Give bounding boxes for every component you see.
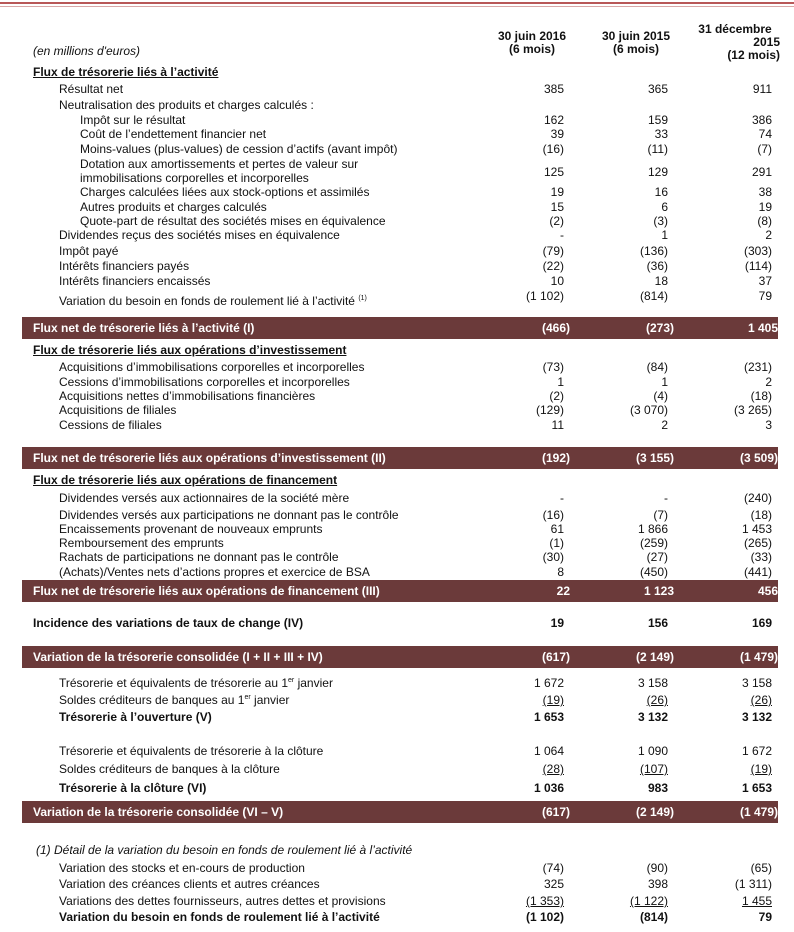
value-col3: 19	[758, 200, 772, 214]
row-label: Acquisitions de filiales	[59, 403, 177, 417]
table-row	[0, 565, 794, 580]
row-label-line1: Dotation aux amortissements et pertes de valeur sur	[80, 157, 359, 171]
column-header-2	[596, 30, 676, 56]
value-col1: (28)	[542, 762, 564, 776]
value-col2: 18	[654, 274, 668, 288]
column-header-3-line3: (12 mois)	[727, 48, 780, 62]
row-label: Neutralisation des produits et charges calculés :	[59, 98, 314, 112]
value-col2: 365	[647, 82, 668, 96]
value-col2: -	[664, 491, 668, 505]
value-col3: 1 455	[741, 894, 772, 908]
value-col3: (18)	[750, 508, 772, 522]
value-col2: 1	[661, 228, 668, 242]
table-row	[0, 744, 794, 759]
value-col1: 385	[543, 82, 564, 96]
value-col3: 456	[757, 584, 778, 598]
row-label: Impôt sur le résultat	[80, 113, 186, 127]
row-label	[59, 294, 367, 309]
row-label-text-suffix: janvier	[250, 693, 290, 707]
value-col2: (11)	[647, 142, 668, 156]
value-col3: 169	[751, 616, 772, 630]
value-col1: (16)	[542, 508, 564, 522]
section-title-investing	[0, 343, 794, 358]
value-col1: (1 102)	[525, 289, 564, 303]
row-label	[80, 157, 358, 185]
table-row	[0, 389, 794, 404]
value-col2: (84)	[646, 360, 668, 374]
value-col2: (3)	[653, 214, 668, 228]
value-col3: (19)	[750, 762, 772, 776]
table-row	[0, 418, 794, 433]
table-row	[0, 522, 794, 537]
value-col1: (2)	[549, 389, 564, 403]
row-label: Incidence des variations de taux de change (IV)	[33, 616, 304, 630]
row-label: Encaissements provenant de nouveaux emprunts	[59, 522, 323, 536]
value-col3: (1 479)	[739, 650, 778, 664]
value-col3: 2	[765, 375, 772, 389]
row-label: Dividendes reçus des sociétés mises en équivalence	[59, 228, 340, 242]
value-col3: 2	[765, 228, 772, 242]
value-col1: (1 102)	[525, 910, 564, 924]
fx-row	[0, 616, 794, 631]
value-col3: 79	[758, 289, 772, 303]
total-label: Flux net de trésorerie liés à l’activité (I)	[33, 321, 255, 335]
total-band-activity	[22, 317, 778, 339]
value-col3: 1 453	[741, 522, 772, 536]
value-col1: (617)	[541, 805, 570, 819]
table-row	[0, 894, 794, 909]
value-col3: 3	[765, 418, 772, 432]
row-label: Trésorerie à l’ouverture (V)	[59, 710, 212, 724]
value-col2: (36)	[646, 259, 668, 273]
column-header-3	[690, 23, 780, 62]
value-col2: 129	[647, 165, 668, 179]
value-col2: (107)	[639, 762, 668, 776]
row-label: Variation des créances clients et autres créances	[59, 877, 320, 891]
section-title-financing-label: Flux de trésorerie liés aux opérations de financement	[33, 473, 338, 487]
table-row	[0, 200, 794, 215]
table-row	[0, 375, 794, 390]
row-label: Rachats de participations ne donnant pas le contrôle	[59, 550, 339, 564]
row-label: Résultat net	[59, 82, 124, 96]
value-col1: (79)	[542, 244, 564, 258]
value-col3: 1 405	[747, 321, 778, 335]
row-label: Cessions de filiales	[59, 418, 162, 432]
value-col2: (3 070)	[629, 403, 668, 417]
value-col3: 3 158	[741, 676, 772, 690]
value-col2: 33	[654, 127, 668, 141]
table-row-total	[0, 910, 794, 925]
row-label: Quote-part de résultat des sociétés mises en équivalence	[80, 214, 386, 228]
value-col2: (2 149)	[635, 805, 674, 819]
value-col3: (3 509)	[739, 451, 778, 465]
value-col3: 386	[751, 113, 772, 127]
value-col3: (18)	[750, 389, 772, 403]
value-col2: (273)	[645, 321, 674, 335]
value-col2: 1 123	[643, 584, 674, 598]
total-label: Flux net de trésorerie liés aux opérations d’investissement (II)	[33, 451, 386, 465]
value-col1: 61	[550, 522, 564, 536]
value-col3: (240)	[743, 491, 772, 505]
superscript: er	[288, 677, 295, 684]
value-col1: 1 064	[533, 744, 564, 758]
table-row	[0, 762, 794, 777]
total-band-variation-2	[22, 801, 778, 823]
table-row	[0, 403, 794, 418]
top-rule	[0, 2, 794, 4]
value-col2: (3 155)	[635, 451, 674, 465]
value-col3: 37	[758, 274, 772, 288]
table-row	[0, 491, 794, 506]
value-col2: 983	[647, 781, 668, 795]
value-col1: (466)	[541, 321, 570, 335]
value-col1: 1 653	[533, 710, 564, 724]
row-label: Autres produits et charges calculés	[80, 200, 267, 214]
value-col3: (8)	[757, 214, 772, 228]
value-col2: 156	[647, 616, 668, 630]
table-row	[0, 289, 794, 319]
value-col3: (33)	[750, 550, 772, 564]
value-col2: 159	[647, 113, 668, 127]
value-col2: (450)	[639, 565, 668, 579]
table-row	[0, 676, 794, 691]
value-col1: 8	[557, 565, 564, 579]
value-col1: (2)	[549, 214, 564, 228]
value-col3: 79	[758, 910, 772, 924]
row-label-text: Soldes créditeurs de banques au 1	[59, 693, 245, 707]
table-row	[0, 536, 794, 551]
value-col1: (1)	[549, 536, 564, 550]
value-col2: 2	[661, 418, 668, 432]
table-row	[0, 98, 794, 113]
value-col1: 11	[551, 418, 564, 432]
row-label	[59, 693, 289, 708]
table-row	[0, 550, 794, 565]
value-col3: (3 265)	[733, 403, 772, 417]
table-row-total	[0, 710, 794, 725]
value-col2: 16	[654, 185, 668, 199]
table-row	[0, 360, 794, 375]
table-row	[0, 228, 794, 243]
table-row	[0, 113, 794, 128]
value-col1: -	[560, 491, 564, 505]
section-title-investing-label: Flux de trésorerie liés aux opérations d’investissement	[33, 343, 347, 357]
value-col2: 3 158	[637, 676, 668, 690]
superscript: er	[244, 694, 251, 701]
row-label-line2: immobilisations corporelles et incorporelles	[80, 171, 309, 185]
table-row	[0, 877, 794, 892]
column-header-1-line1: 30 juin 2016	[497, 29, 567, 43]
total-label: Flux net de trésorerie liés aux opérations de financement (III)	[33, 584, 380, 598]
row-label: Moins-values (plus-values) de cession d’actifs (avant impôt)	[80, 142, 398, 156]
value-col3: 3 132	[741, 710, 772, 724]
total-band-investing	[22, 447, 778, 469]
total-label: Variation de la trésorerie consolidée (I + II + III + IV)	[33, 650, 323, 664]
table-row	[0, 274, 794, 289]
column-header-1	[492, 30, 572, 56]
row-label: Intérêts financiers encaissés	[59, 274, 211, 288]
table-row	[0, 142, 794, 157]
value-col3: 38	[758, 185, 772, 199]
row-label: Remboursement des emprunts	[59, 536, 224, 550]
value-col2: 398	[647, 877, 668, 891]
value-col2: 1 866	[637, 522, 668, 536]
value-col2: (136)	[639, 244, 668, 258]
value-col1: (1 353)	[525, 894, 564, 908]
value-col3: (231)	[743, 360, 772, 374]
row-label	[59, 676, 333, 691]
value-col1: (192)	[541, 451, 570, 465]
value-col1: 10	[550, 274, 564, 288]
value-col3: (441)	[743, 565, 772, 579]
total-band-financing	[22, 580, 778, 602]
row-label: Variations des dettes fournisseurs, autres dettes et provisions	[59, 894, 386, 908]
top-rule-thin	[0, 6, 794, 7]
row-label: Dividendes versés aux actionnaires de la société mère	[59, 491, 350, 505]
value-col3: 291	[751, 165, 772, 179]
section-title-activity	[0, 65, 794, 80]
value-col1: (30)	[542, 550, 564, 564]
value-col1: (73)	[542, 360, 564, 374]
value-col2: 6	[661, 200, 668, 214]
row-label: Dividendes versés aux participations ne donnant pas le contrôle	[59, 508, 399, 522]
row-label: Charges calculées liées aux stock-options et assimilés	[80, 185, 370, 199]
total-label: Variation de la trésorerie consolidée (VI – V)	[33, 805, 284, 819]
value-col3: 1 653	[741, 781, 772, 795]
row-label: (Achats)/Ventes nets d’actions propres et exercice de BSA	[59, 565, 370, 579]
table-row	[0, 157, 794, 187]
value-col2: (259)	[639, 536, 668, 550]
value-col1: 162	[543, 113, 564, 127]
value-col3: (303)	[743, 244, 772, 258]
value-col1: 1 672	[533, 676, 564, 690]
value-col2: 1	[661, 375, 668, 389]
column-header-1-line2: (6 mois)	[508, 42, 555, 56]
row-label: Acquisitions d’immobilisations corporelles et incorporelles	[59, 360, 365, 374]
value-col3: (1 311)	[734, 877, 772, 891]
row-label: Variation des stocks et en-cours de production	[59, 861, 305, 875]
value-col1: 39	[550, 127, 564, 141]
unit-label: (en millions d'euros)	[33, 44, 140, 58]
table-row	[0, 214, 794, 229]
row-label-text: Variation du besoin en fonds de roulement lié à l’activité	[59, 294, 355, 308]
value-col2: (2 149)	[635, 650, 674, 664]
table-row	[0, 861, 794, 876]
row-label: Coût de l’endettement financier net	[80, 127, 267, 141]
row-label-text-suffix: janvier	[294, 676, 333, 690]
section-title-financing	[0, 473, 794, 488]
value-col3: (1 479)	[739, 805, 778, 819]
value-col1: 325	[543, 877, 564, 891]
value-col2: (7)	[653, 508, 668, 522]
table-row	[0, 82, 794, 97]
row-label: Impôt payé	[59, 244, 119, 258]
value-col3: (7)	[757, 142, 772, 156]
value-col2: (27)	[646, 550, 668, 564]
column-header-2-line2: (6 mois)	[612, 42, 659, 56]
table-row	[0, 259, 794, 274]
value-col1: 19	[550, 185, 564, 199]
value-col3: (65)	[750, 861, 772, 875]
value-col2: (814)	[639, 910, 668, 924]
value-col1: (129)	[535, 403, 564, 417]
row-label: Cessions d’immobilisations corporelles et incorporelles	[59, 375, 350, 389]
row-label: Intérêts financiers payés	[59, 259, 190, 273]
value-col2: (814)	[639, 289, 668, 303]
table-row	[0, 508, 794, 523]
value-col1: (22)	[542, 259, 564, 273]
value-col3: (265)	[743, 536, 772, 550]
value-col3: 911	[752, 82, 772, 96]
table-row	[0, 127, 794, 142]
column-header-3-line2: 2015	[753, 35, 780, 49]
value-col2: 3 132	[637, 710, 668, 724]
table-row	[0, 693, 794, 708]
value-col1: (19)	[542, 693, 564, 707]
row-label-text: Trésorerie et équivalents de trésorerie au 1	[59, 676, 289, 690]
value-col3: (26)	[750, 693, 772, 707]
value-col3: 1 672	[741, 744, 772, 758]
column-header-2-line1: 30 juin 2015	[601, 29, 671, 43]
value-col1: 125	[543, 165, 564, 179]
row-label: Trésorerie et équivalents de trésorerie à la clôture	[59, 744, 324, 758]
value-col1: 1	[557, 375, 564, 389]
footnote-marker: (1)	[358, 295, 367, 302]
row-label: Soldes créditeurs de banques à la clôture	[59, 762, 280, 776]
value-col1: 22	[556, 584, 570, 598]
value-col3: 74	[758, 127, 772, 141]
row-label: Acquisitions nettes d’immobilisations financières	[59, 389, 316, 403]
total-band-variation-1	[22, 646, 778, 668]
value-col2: (26)	[646, 693, 668, 707]
table-row	[0, 185, 794, 200]
value-col2: (1 122)	[629, 894, 668, 908]
value-col1: (617)	[541, 650, 570, 664]
value-col1: 1 036	[533, 781, 564, 795]
row-label: Variation du besoin en fonds de roulement lié à l’activité	[59, 910, 380, 924]
table-row	[0, 244, 794, 259]
value-col3: (114)	[744, 259, 772, 273]
row-label: Trésorerie à la clôture (VI)	[59, 781, 207, 795]
value-col1: (16)	[542, 142, 564, 156]
value-col1: 19	[550, 616, 564, 630]
value-col2: 1 090	[637, 744, 668, 758]
section-title-activity-label: Flux de trésorerie liés à l’activité	[33, 65, 219, 79]
value-col2: (90)	[646, 861, 668, 875]
footnote-title: (1) Détail de la variation du besoin en fonds de roulement lié à l’activité	[36, 843, 413, 857]
value-col1: -	[560, 228, 564, 242]
value-col1: 15	[550, 200, 564, 214]
table-row-total	[0, 781, 794, 796]
value-col1: (74)	[542, 861, 564, 875]
value-col2: (4)	[653, 389, 668, 403]
column-header-3-line1: 31 décembre	[698, 22, 772, 36]
